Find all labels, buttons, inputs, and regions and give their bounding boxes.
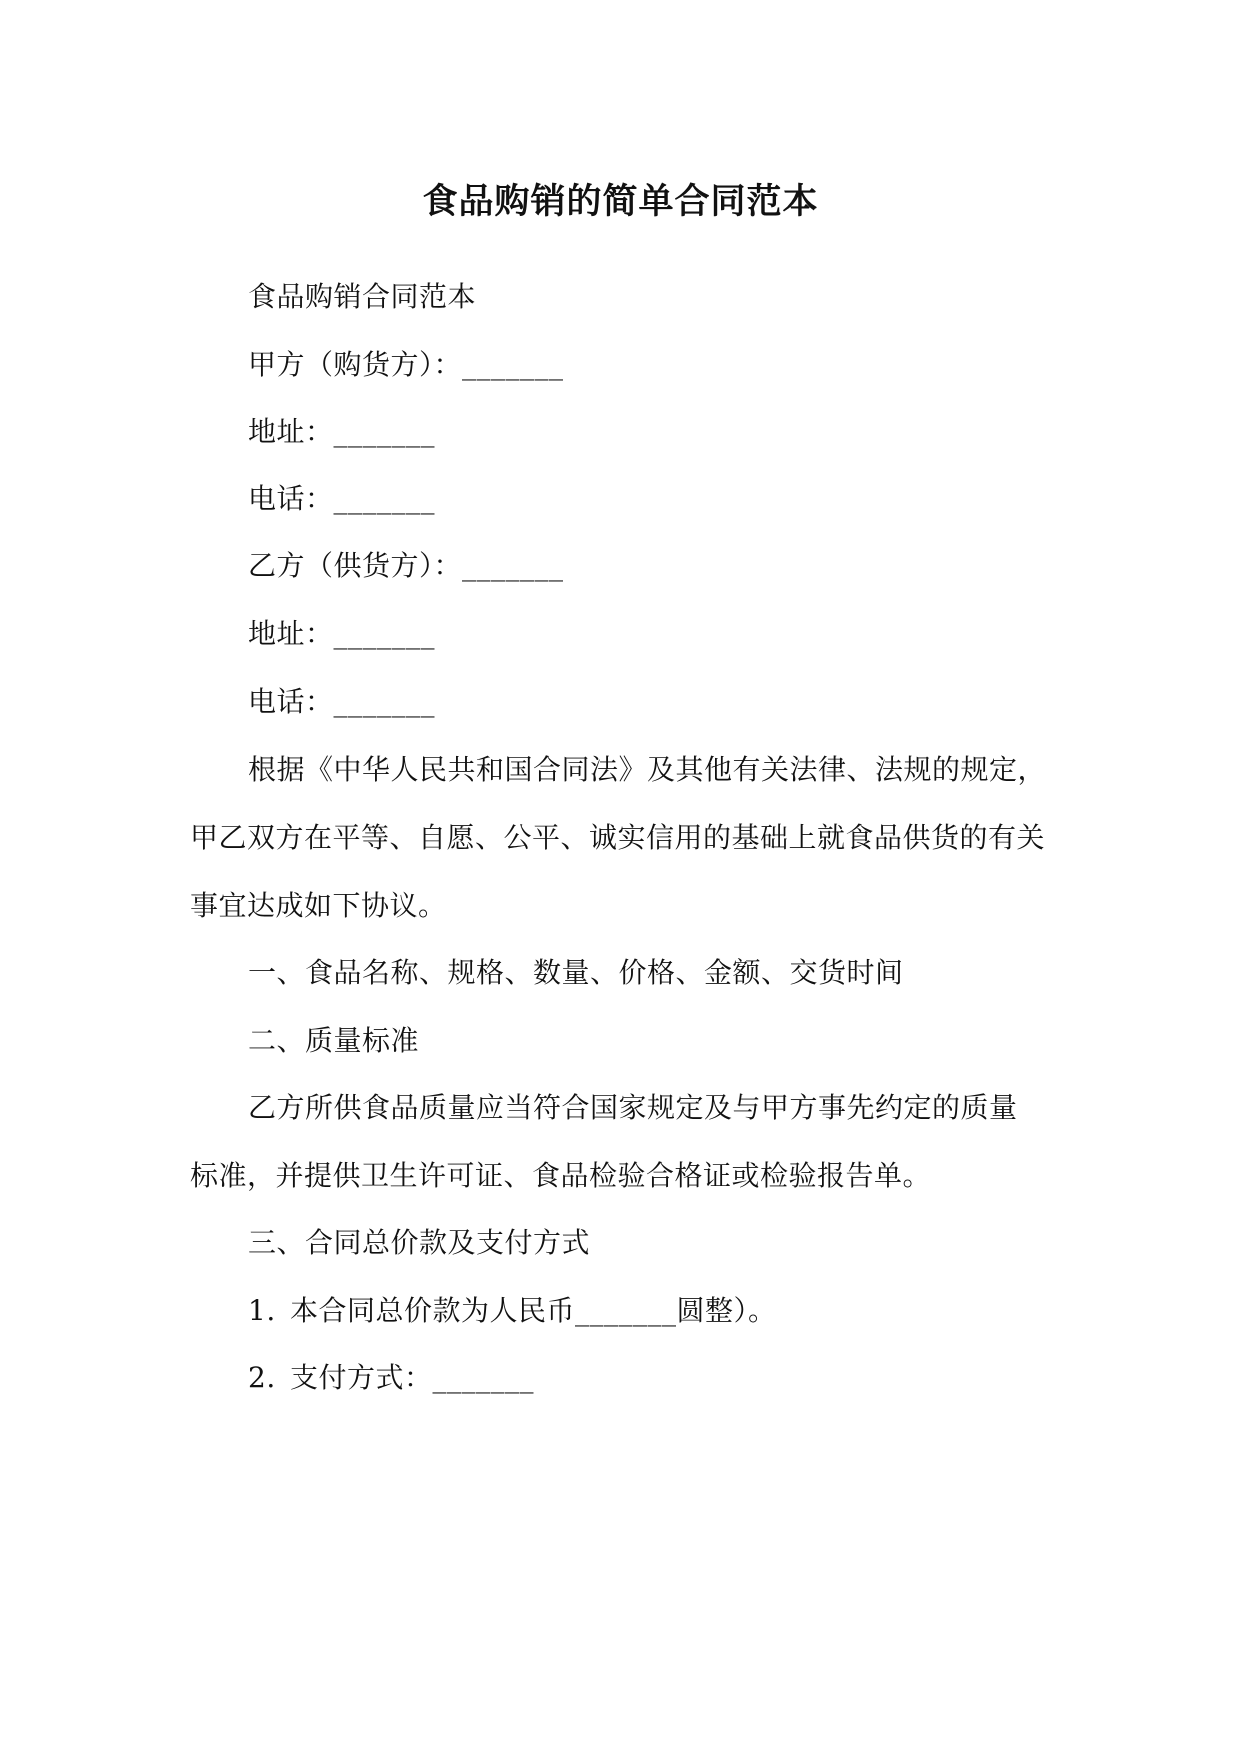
section-1-heading: 一、食品名称、规格、数量、价格、金额、交货时间	[248, 956, 904, 989]
item-2-number: 2.	[248, 1361, 276, 1394]
item-2-text: 支付方式：_______	[290, 1361, 535, 1394]
party-a-line: 甲方（购货方）：_______	[248, 348, 564, 381]
item-1-number: 1.	[248, 1294, 276, 1327]
section-2-heading: 二、质量标准	[248, 1024, 420, 1057]
quality-line-2: 标准，并提供卫生许可证、食品检验合格证或检验报告单。	[190, 1159, 932, 1192]
party-b-phone-line: 电话：_______	[248, 685, 436, 718]
item-1-text: 本合同总价款为人民币_______圆整）。	[290, 1294, 777, 1327]
preamble-line-2: 甲乙双方在平等、自愿、公平、诚实信用的基础上就食品供货的有关	[190, 821, 1046, 854]
document-title: 食品购销的简单合同范本	[422, 182, 819, 222]
party-a-address-line: 地址：_______	[248, 415, 436, 448]
party-b-address-line: 地址：_______	[248, 617, 436, 650]
quality-line-1: 乙方所供食品质量应当符合国家规定及与甲方事先约定的质量	[248, 1091, 1018, 1124]
party-a-phone-line: 电话：_______	[248, 482, 436, 515]
section-3-heading: 三、合同总价款及支付方式	[248, 1226, 591, 1259]
preamble-line-3: 事宜达成如下协议。	[190, 889, 447, 922]
document-subtitle: 食品购销合同范本	[248, 280, 477, 313]
item-2	[248, 1358, 534, 1398]
preamble-line-1: 根据《中华人民共和国合同法》及其他有关法律、法规的规定，	[248, 753, 1047, 786]
party-b-line: 乙方（供货方）：_______	[248, 549, 564, 582]
item-1	[248, 1291, 777, 1331]
